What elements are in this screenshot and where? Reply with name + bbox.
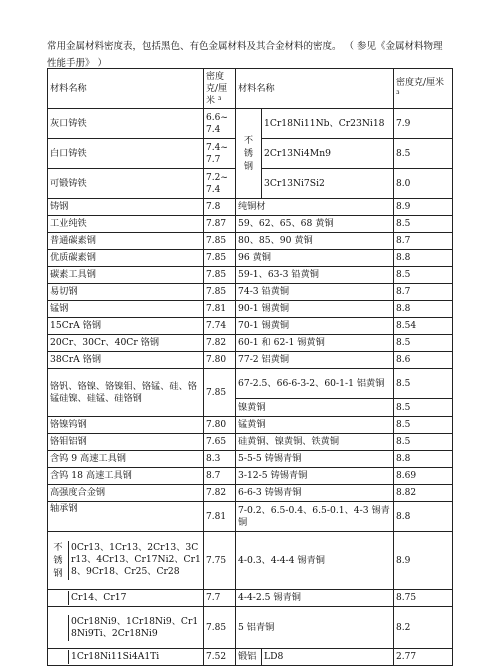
- material-name: 可锻铸铁: [48, 169, 204, 199]
- table-row: [48, 451, 453, 468]
- material-density: 8.9: [394, 532, 453, 590]
- table-row: [48, 434, 453, 451]
- material-density: 7.9: [394, 109, 453, 139]
- material-name: 锰黄铜: [236, 417, 394, 434]
- material-density: 6.6~7.4: [204, 109, 236, 139]
- material-name: 15CrA 铬钢: [48, 318, 204, 335]
- material-density: 7.85: [204, 250, 236, 267]
- material-code: LD8: [262, 649, 394, 666]
- material-density: 8.7: [204, 468, 236, 485]
- material-name: 6-6-3 铸锡青铜: [236, 485, 394, 502]
- material-density: 7.75: [204, 532, 236, 590]
- material-density: 7.80: [204, 352, 236, 369]
- material-name: 38CrA 铬钢: [48, 352, 204, 369]
- material-density: 7.7: [204, 590, 236, 607]
- material-name: 锻铝: [236, 649, 262, 666]
- material-density: 8.8: [394, 301, 453, 318]
- material-name: 1Cr18Ni11Si4A1Ti: [71, 651, 160, 662]
- header-density-left: 密度克/厘米 ³: [204, 69, 236, 109]
- material-name: 铸钢: [48, 199, 204, 216]
- material-name: 含钨 9 高速工具钢: [48, 451, 204, 468]
- material-density: 8.7: [394, 284, 453, 301]
- material-name: 0Cr13、1Cr13、2Cr13、3Cr13、4Cr13、Cr17Ni2、Cr18、9Cr18、Cr25、Cr28: [71, 542, 201, 577]
- material-name: 0Cr18Ni9、1Cr18Ni9、Cr18Ni9Ti、2Cr18Ni9: [71, 615, 199, 639]
- material-name: 铬钒、铬镍、铬镍钼、铬锰、硅、铬锰硅镍、硅锰、硅铬钢: [48, 369, 204, 417]
- table-row: [48, 532, 453, 590]
- material-density: 7.85: [204, 267, 236, 284]
- material-density: 8.82: [394, 485, 453, 502]
- table-row: [48, 485, 453, 502]
- material-name: 优质碳素钢: [48, 250, 204, 267]
- material-name: 20Cr、30Cr、40Cr 铬钢: [48, 335, 204, 352]
- table-row: [48, 109, 453, 139]
- material-density: 2.77: [394, 649, 453, 666]
- material-density: 7.82: [204, 335, 236, 352]
- material-name: 4-0.3、4-4-4 锡青铜: [236, 532, 394, 590]
- material-name: 白口铸铁: [48, 139, 204, 169]
- material-name: 80、85、90 黄铜: [236, 233, 394, 250]
- material-name: 74-3 铅黄铜: [236, 284, 394, 301]
- material-density: 7.52: [204, 649, 236, 666]
- material-name: 镍黄铜: [236, 399, 394, 417]
- material-name: 含钨 18 高速工具钢: [48, 468, 204, 485]
- stainless-left-cell: [48, 590, 204, 607]
- material-density: 8.5: [394, 417, 453, 434]
- material-density: 7.85: [204, 607, 236, 649]
- stainless-char: 钢: [53, 568, 63, 579]
- stainless-char: 钢: [243, 161, 254, 172]
- material-density: 7.8: [204, 199, 236, 216]
- material-density: 7.82: [204, 485, 236, 502]
- material-name: 铬镍钨钢: [48, 417, 204, 434]
- material-name: 96 黄铜: [236, 250, 394, 267]
- material-name: 7-0.2、6.5-0.4、6.5-0.1、4-3 锡青铜: [236, 502, 394, 532]
- material-density: 8.3: [204, 451, 236, 468]
- material-name: 2Cr13Ni4Mn9: [262, 139, 394, 169]
- material-density: 8.9: [394, 199, 453, 216]
- stainless-label-spacer: [48, 650, 69, 664]
- material-density: 8.2: [394, 607, 453, 649]
- material-density: 7.4~7.7: [204, 139, 236, 169]
- stainless-label-spacer: [48, 615, 69, 641]
- stainless-label-right: [236, 109, 262, 199]
- stainless-char: 锈: [53, 555, 63, 566]
- stainless-label-left: [48, 541, 69, 580]
- material-density: 8.6: [394, 352, 453, 369]
- material-name: 硅黄铜、镍黄铜、铁黄铜: [236, 434, 394, 451]
- stainless-char: 不: [53, 542, 63, 553]
- material-name: Cr14、Cr17: [71, 592, 127, 603]
- header-name-left: 材料名称: [48, 69, 204, 109]
- material-name: 5-5-5 铸锡青铜: [236, 451, 394, 468]
- material-name: 59、62、65、68 黄铜: [236, 216, 394, 233]
- density-table: [47, 68, 453, 666]
- table-row: [48, 216, 453, 233]
- material-name: 3-12-5 铸锡青铜: [236, 468, 394, 485]
- material-name: 1Cr18Ni11Nb、Cr23Ni18: [262, 109, 394, 139]
- material-density: 8.5: [394, 434, 453, 451]
- stainless-left-cell: [48, 607, 204, 649]
- material-name: 77-2 铝黄铜: [236, 352, 394, 369]
- table-row: [48, 318, 453, 335]
- table-row: [48, 335, 453, 352]
- material-name: 3Cr13Ni7Si2: [262, 169, 394, 199]
- material-name: 60-1 和 62-1 锡黄铜: [236, 335, 394, 352]
- material-density: 8.69: [394, 468, 453, 485]
- material-name: 易切钢: [48, 284, 204, 301]
- table-row: [48, 649, 453, 666]
- table-row: [48, 284, 453, 301]
- material-density: 7.81: [204, 301, 236, 318]
- table-row: [48, 369, 453, 399]
- stainless-left-cell: [48, 649, 204, 666]
- table-row: [48, 199, 453, 216]
- material-density: 8.8: [394, 451, 453, 468]
- material-density: 7.87: [204, 216, 236, 233]
- material-density: 7.85: [204, 233, 236, 250]
- material-density: 8.75: [394, 590, 453, 607]
- header-density-right: 密度克/厘米 ³: [394, 69, 453, 109]
- material-density: 7.74: [204, 318, 236, 335]
- stainless-label-spacer: [48, 591, 69, 605]
- header-name-right: 材料名称: [236, 69, 394, 109]
- material-density: 8.8: [394, 502, 453, 532]
- material-name: 纯铜材: [236, 199, 394, 216]
- table-row: [48, 590, 453, 607]
- material-density: 8.5: [394, 369, 453, 399]
- material-density: 8.5: [394, 399, 453, 417]
- material-density: 7.65: [204, 434, 236, 451]
- material-density: 7.81: [204, 502, 236, 532]
- table-row: [48, 250, 453, 267]
- material-density: 7.85: [204, 284, 236, 301]
- material-name: 67-2.5、66-6-3-2、60-1-1 铝黄铜: [236, 369, 394, 399]
- material-name: 高强度合金钢: [48, 485, 204, 502]
- table-row: [48, 301, 453, 318]
- table-row: [48, 502, 453, 532]
- material-name: 碳素工具钢: [48, 267, 204, 284]
- material-name: 4-4-2.5 锡青铜: [236, 590, 394, 607]
- table-header-row: [48, 69, 453, 109]
- material-density: 7.2~7.4: [204, 169, 236, 199]
- material-name: 工业纯铁: [48, 216, 204, 233]
- table-row: [48, 233, 453, 250]
- material-density: 8.5: [394, 139, 453, 169]
- material-density: 8.7: [394, 233, 453, 250]
- stainless-char: 不: [243, 135, 254, 146]
- intro-text: 常用金属材料密度表，包括黑色、有色金属材料及其合金材料的密度。 （ 参见《金属材料物理性能手册》 ）: [47, 41, 443, 69]
- material-density: 8.8: [394, 250, 453, 267]
- material-name: 轴承钢: [48, 502, 204, 532]
- material-name: 灰口铸铁: [48, 109, 204, 139]
- material-density: 7.85: [204, 369, 236, 417]
- table-row: [48, 417, 453, 434]
- material-name: 锰钢: [48, 301, 204, 318]
- table-row: [48, 352, 453, 369]
- material-name: 5 铝青铜: [236, 607, 394, 649]
- material-density: 8.0: [394, 169, 453, 199]
- stainless-char: 锈: [243, 148, 254, 159]
- material-density: 8.54: [394, 318, 453, 335]
- material-name: 90-1 锡黄铜: [236, 301, 394, 318]
- table-row: [48, 267, 453, 284]
- material-name: 70-1 锡黄铜: [236, 318, 394, 335]
- table-row: [48, 607, 453, 649]
- material-density: 7.80: [204, 417, 236, 434]
- material-name: 铬钼铝钢: [48, 434, 204, 451]
- material-name: 普通碳素钢: [48, 233, 204, 250]
- material-density: 8.5: [394, 267, 453, 284]
- material-density: 8.5: [394, 335, 453, 352]
- material-density: 8.5: [394, 216, 453, 233]
- stainless-left-cell: [48, 532, 204, 590]
- table-row: [48, 468, 453, 485]
- material-name: 59-1、63-3 铅黄铜: [236, 267, 394, 284]
